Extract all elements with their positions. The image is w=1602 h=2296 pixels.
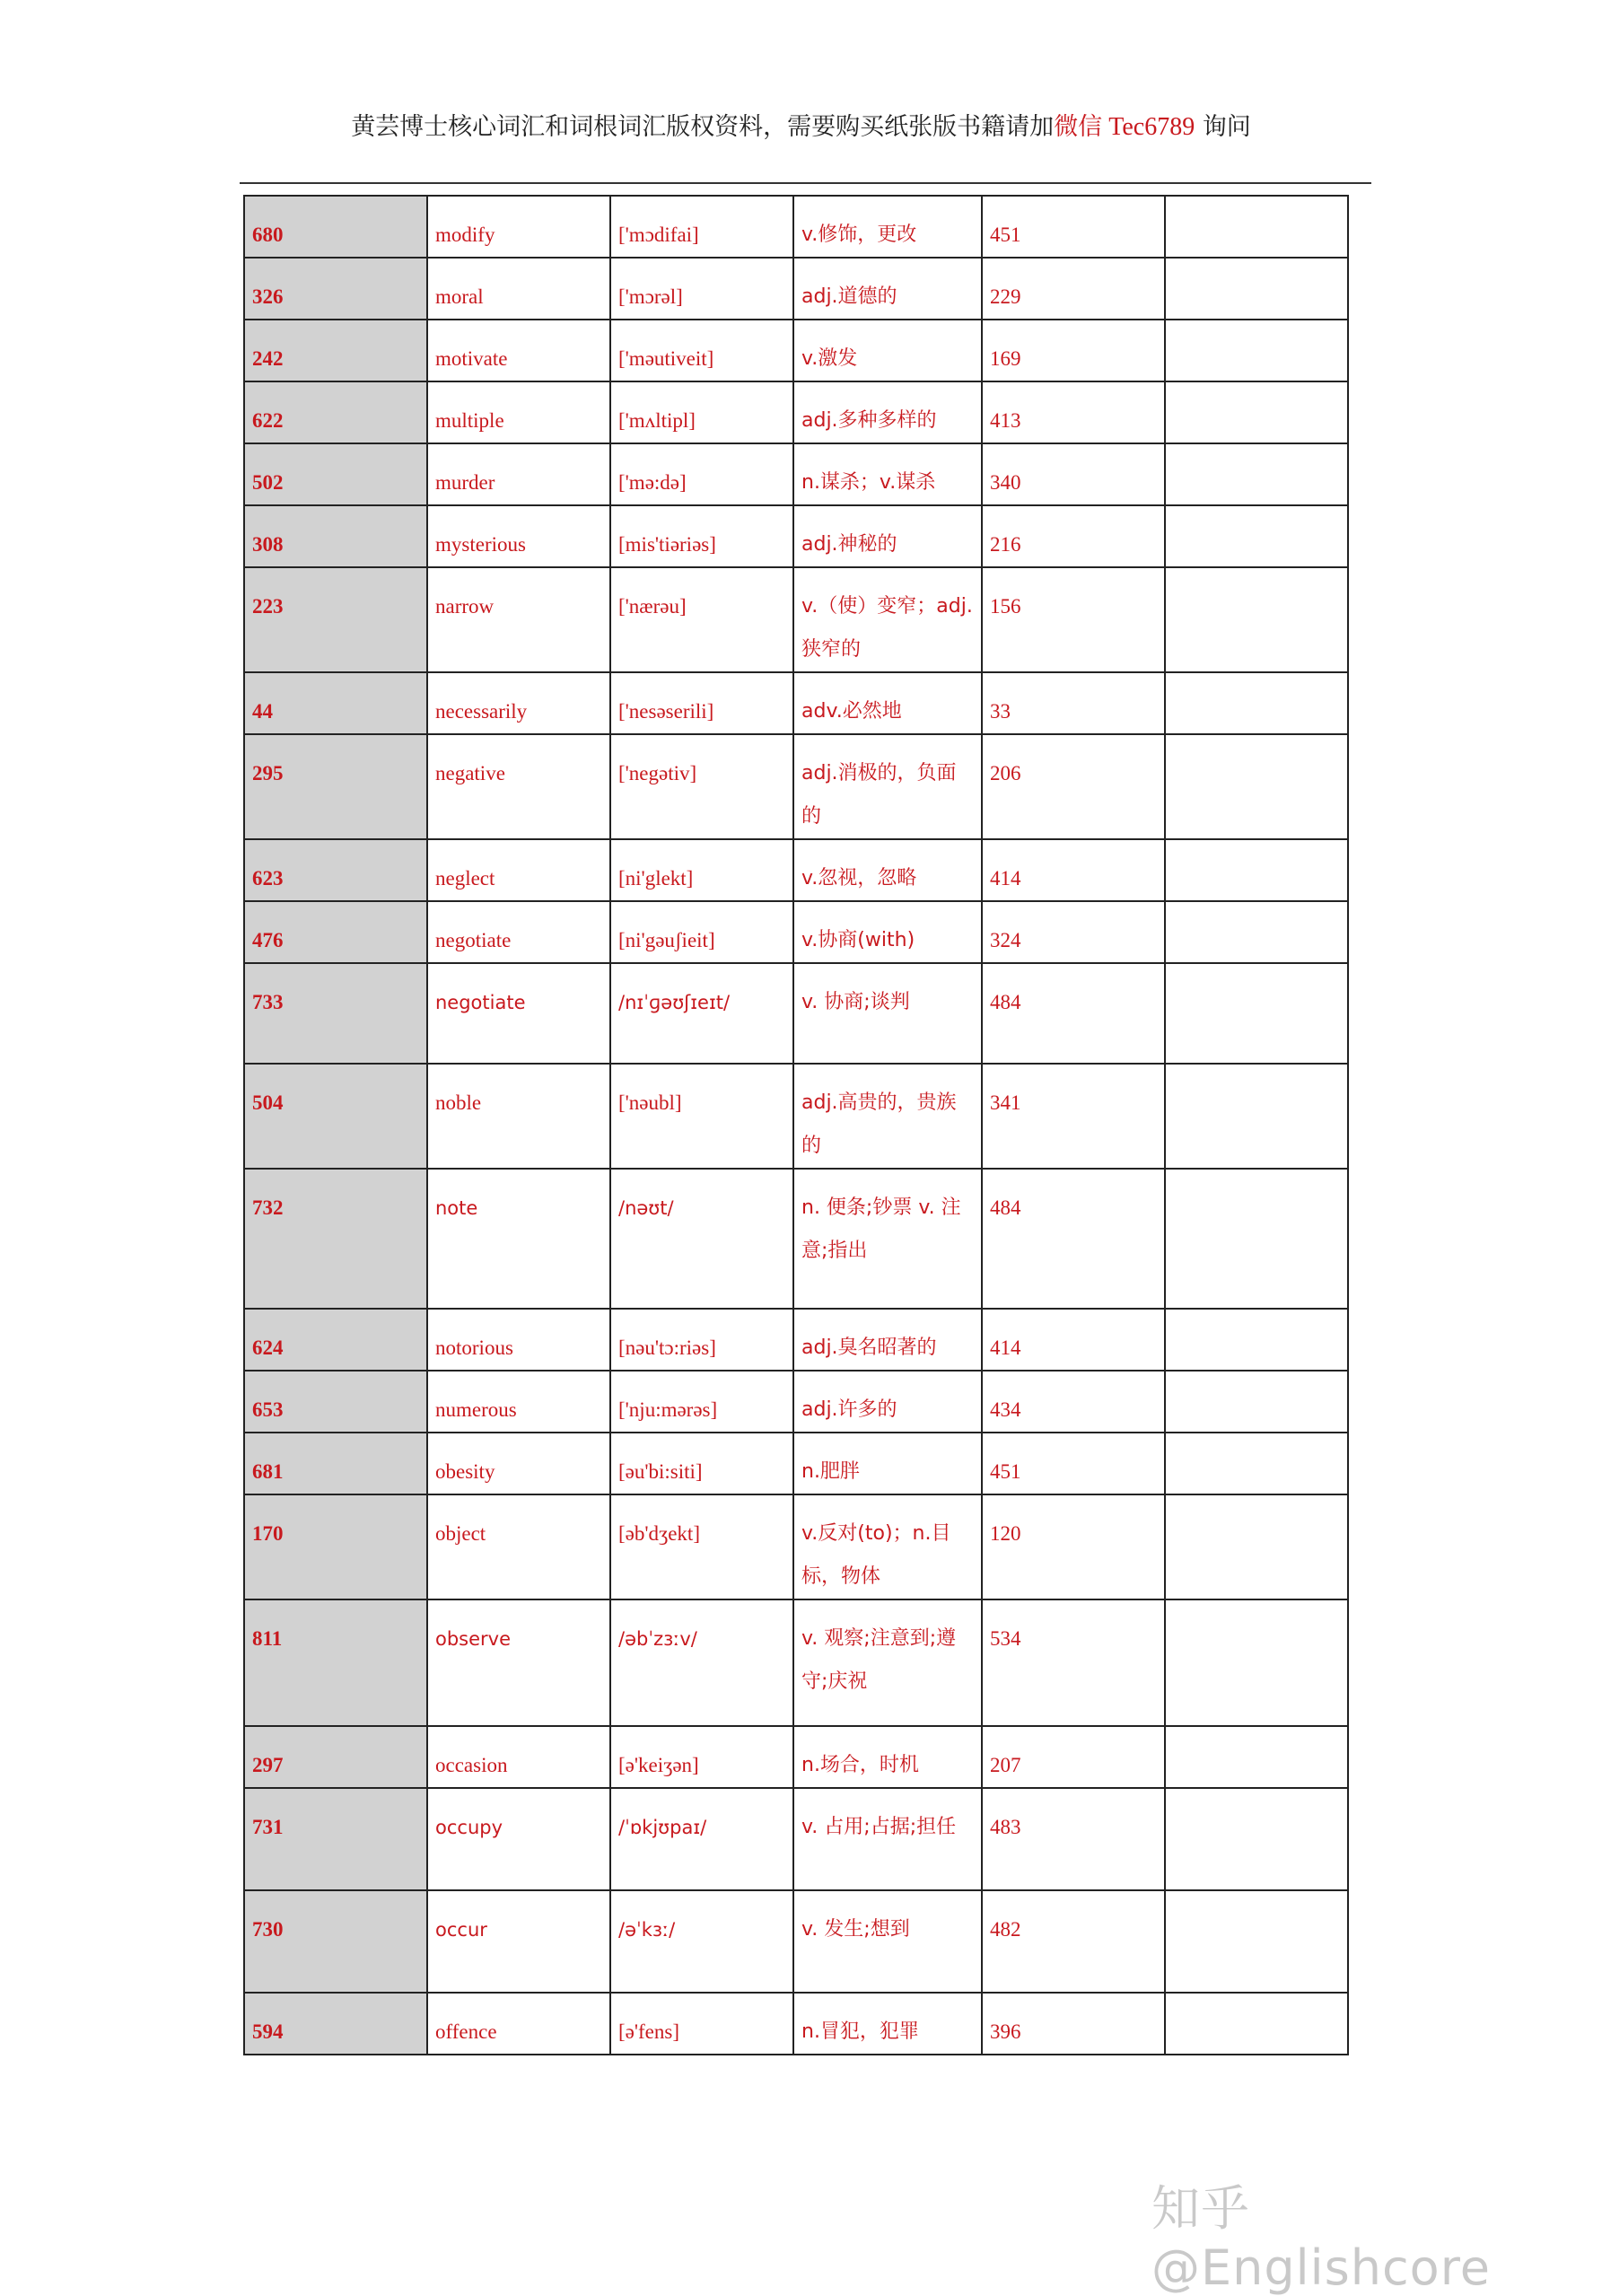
word-cell: occur <box>427 1890 610 1993</box>
meaning-cell: v.协商(with) <box>793 901 982 963</box>
word-cell: object <box>427 1494 610 1599</box>
word-number-cell: 730 <box>244 1890 427 1993</box>
blank-cell <box>1165 505 1348 567</box>
page-number-cell: 451 <box>982 196 1165 258</box>
meaning-cell: adj.高贵的，贵族的 <box>793 1064 982 1169</box>
table-row <box>244 672 1348 734</box>
blank-cell <box>1165 196 1348 258</box>
word-number-cell: 223 <box>244 567 427 672</box>
word-number-cell: 326 <box>244 258 427 320</box>
word-number-cell: 653 <box>244 1371 427 1433</box>
page-number-cell: 414 <box>982 1309 1165 1371</box>
word-cell: negative <box>427 734 610 839</box>
word-number-cell: 622 <box>244 381 427 443</box>
table-row <box>244 1169 1348 1309</box>
page-number-cell: 483 <box>982 1788 1165 1890</box>
page-number-cell: 534 <box>982 1599 1165 1726</box>
phonetic-cell: ['negətiv] <box>610 734 793 839</box>
phonetic-cell: /əbˈzɜːv/ <box>610 1599 793 1726</box>
blank-cell <box>1165 320 1348 381</box>
page-number-cell: 207 <box>982 1726 1165 1788</box>
blank-cell <box>1165 963 1348 1064</box>
blank-cell <box>1165 1890 1348 1993</box>
table-row <box>244 567 1348 672</box>
word-number-cell: 681 <box>244 1433 427 1494</box>
page-number-cell: 324 <box>982 901 1165 963</box>
table-row <box>244 381 1348 443</box>
table-row <box>244 963 1348 1064</box>
meaning-cell: adj.消极的，负面的 <box>793 734 982 839</box>
word-number-cell: 476 <box>244 901 427 963</box>
table-row <box>244 1309 1348 1371</box>
word-number-cell: 624 <box>244 1309 427 1371</box>
table-row <box>244 1726 1348 1788</box>
page-number-cell: 216 <box>982 505 1165 567</box>
phonetic-cell: ['mʌltipl] <box>610 381 793 443</box>
meaning-cell: v.忽视，忽略 <box>793 839 982 901</box>
phonetic-cell: ['nju:mərəs] <box>610 1371 793 1433</box>
phonetic-cell: [ə'fens] <box>610 1993 793 2055</box>
blank-cell <box>1165 839 1348 901</box>
word-number-cell: 504 <box>244 1064 427 1169</box>
phonetic-cell: /nɪˈɡəʊʃɪeɪt/ <box>610 963 793 1064</box>
word-cell: necessarily <box>427 672 610 734</box>
header-highlight-cn: 微信 <box>1054 113 1103 141</box>
table-row <box>244 1599 1348 1726</box>
page-number-cell: 340 <box>982 443 1165 505</box>
phonetic-cell: [ni'gəuʃieit] <box>610 901 793 963</box>
word-number-cell: 242 <box>244 320 427 381</box>
word-number-cell: 732 <box>244 1169 427 1309</box>
word-number-cell: 680 <box>244 196 427 258</box>
table-row <box>244 1371 1348 1433</box>
phonetic-cell: ['məutiveit] <box>610 320 793 381</box>
word-cell: murder <box>427 443 610 505</box>
blank-cell <box>1165 258 1348 320</box>
meaning-cell: n.谋杀；v.谋杀 <box>793 443 982 505</box>
meaning-cell: v. 发生;想到 <box>793 1890 982 1993</box>
blank-cell <box>1165 381 1348 443</box>
table-row <box>244 258 1348 320</box>
word-cell: motivate <box>427 320 610 381</box>
meaning-cell: adj.许多的 <box>793 1371 982 1433</box>
word-cell: occupy <box>427 1788 610 1890</box>
header-suffix: 询问 <box>1195 113 1251 141</box>
blank-cell <box>1165 1599 1348 1726</box>
table-row <box>244 1890 1348 1993</box>
page-number-cell: 451 <box>982 1433 1165 1494</box>
phonetic-cell: ['mɔdifai] <box>610 196 793 258</box>
blank-cell <box>1165 1064 1348 1169</box>
word-cell: note <box>427 1169 610 1309</box>
word-cell: mysterious <box>427 505 610 567</box>
meaning-cell: v. 占用;占据;担任 <box>793 1788 982 1890</box>
table-row <box>244 505 1348 567</box>
word-number-cell: 308 <box>244 505 427 567</box>
meaning-cell: adv.必然地 <box>793 672 982 734</box>
header-divider <box>240 182 1371 184</box>
header-text: 黄芸博士核心词汇和词根词汇版权资料，需要购买纸张版书籍请加 <box>351 113 1055 141</box>
word-cell: neglect <box>427 839 610 901</box>
phonetic-cell: ['nesəserili] <box>610 672 793 734</box>
blank-cell <box>1165 901 1348 963</box>
page-number-cell: 33 <box>982 672 1165 734</box>
page-number-cell: 156 <box>982 567 1165 672</box>
meaning-cell: n.场合，时机 <box>793 1726 982 1788</box>
phonetic-cell: /ˈɒkjʊpaɪ/ <box>610 1788 793 1890</box>
meaning-cell: n.肥胖 <box>793 1433 982 1494</box>
meaning-cell: v.激发 <box>793 320 982 381</box>
phonetic-cell: [ə'keiʒən] <box>610 1726 793 1788</box>
word-cell: obesity <box>427 1433 610 1494</box>
page-number-cell: 169 <box>982 320 1165 381</box>
word-cell: narrow <box>427 567 610 672</box>
table-row <box>244 1433 1348 1494</box>
page-number-cell: 434 <box>982 1371 1165 1433</box>
word-number-cell: 295 <box>244 734 427 839</box>
table-row <box>244 1064 1348 1169</box>
phonetic-cell: ['nəubl] <box>610 1064 793 1169</box>
meaning-cell: adj.神秘的 <box>793 505 982 567</box>
word-number-cell: 733 <box>244 963 427 1064</box>
page-number-cell: 341 <box>982 1064 1165 1169</box>
blank-cell <box>1165 1371 1348 1433</box>
watermark: 知乎 @Englishcore <box>1151 2180 1491 2296</box>
meaning-cell: v. 观察;注意到;遵守;庆祝 <box>793 1599 982 1726</box>
page-number-cell: 396 <box>982 1993 1165 2055</box>
phonetic-cell: ['nærəu] <box>610 567 793 672</box>
page-number-cell: 414 <box>982 839 1165 901</box>
phonetic-cell: /nəʊt/ <box>610 1169 793 1309</box>
word-number-cell: 297 <box>244 1726 427 1788</box>
table-row <box>244 196 1348 258</box>
word-cell: offence <box>427 1993 610 2055</box>
page-number-cell: 206 <box>982 734 1165 839</box>
word-number-cell: 44 <box>244 672 427 734</box>
blank-cell <box>1165 1494 1348 1599</box>
word-cell: modify <box>427 196 610 258</box>
blank-cell <box>1165 1433 1348 1494</box>
word-number-cell: 731 <box>244 1788 427 1890</box>
phonetic-cell: ['mə:də] <box>610 443 793 505</box>
word-cell: multiple <box>427 381 610 443</box>
word-cell: moral <box>427 258 610 320</box>
word-cell: negotiate <box>427 963 610 1064</box>
blank-cell <box>1165 1169 1348 1309</box>
phonetic-cell: /əˈkɜː/ <box>610 1890 793 1993</box>
page-number-cell: 229 <box>982 258 1165 320</box>
phonetic-cell: [mis'tiəriəs] <box>610 505 793 567</box>
word-number-cell: 623 <box>244 839 427 901</box>
word-cell: observe <box>427 1599 610 1726</box>
meaning-cell: v.修饰，更改 <box>793 196 982 258</box>
blank-cell <box>1165 1309 1348 1371</box>
meaning-cell: v.（使）变窄；adj.狭窄的 <box>793 567 982 672</box>
blank-cell <box>1165 1993 1348 2055</box>
word-number-cell: 594 <box>244 1993 427 2055</box>
table-row <box>244 1788 1348 1890</box>
page-number-cell: 484 <box>982 963 1165 1064</box>
blank-cell <box>1165 672 1348 734</box>
header-highlight-en: Tec6789 <box>1102 113 1195 141</box>
meaning-cell: adj.臭名昭著的 <box>793 1309 982 1371</box>
word-number-cell: 502 <box>244 443 427 505</box>
vocabulary-table <box>243 195 1349 2055</box>
meaning-cell: n. 便条;钞票 v. 注意;指出 <box>793 1169 982 1309</box>
blank-cell <box>1165 567 1348 672</box>
table-row <box>244 901 1348 963</box>
blank-cell <box>1165 443 1348 505</box>
meaning-cell: n.冒犯，犯罪 <box>793 1993 982 2055</box>
word-number-cell: 170 <box>244 1494 427 1599</box>
word-cell: notorious <box>427 1309 610 1371</box>
blank-cell <box>1165 734 1348 839</box>
phonetic-cell: [əu'bi:siti] <box>610 1433 793 1494</box>
word-cell: noble <box>427 1064 610 1169</box>
meaning-cell: adj.道德的 <box>793 258 982 320</box>
blank-cell <box>1165 1788 1348 1890</box>
blank-cell <box>1165 1726 1348 1788</box>
word-number-cell: 811 <box>244 1599 427 1726</box>
table-row <box>244 1494 1348 1599</box>
meaning-cell: v. 协商;谈判 <box>793 963 982 1064</box>
vocabulary-table-body <box>244 196 1348 2055</box>
table-row <box>244 839 1348 901</box>
phonetic-cell: [nəu'tɔ:riəs] <box>610 1309 793 1371</box>
page-number-cell: 482 <box>982 1890 1165 1993</box>
table-row <box>244 1993 1348 2055</box>
phonetic-cell: ['mɔrəl] <box>610 258 793 320</box>
meaning-cell: v.反对(to)；n.目标，物体 <box>793 1494 982 1599</box>
phonetic-cell: [ni'glekt] <box>610 839 793 901</box>
page-number-cell: 413 <box>982 381 1165 443</box>
word-cell: occasion <box>427 1726 610 1788</box>
page-header <box>0 110 1602 145</box>
phonetic-cell: [əb'dʒekt] <box>610 1494 793 1599</box>
table-row <box>244 320 1348 381</box>
table-row <box>244 734 1348 839</box>
word-cell: negotiate <box>427 901 610 963</box>
meaning-cell: adj.多种多样的 <box>793 381 982 443</box>
page-number-cell: 120 <box>982 1494 1165 1599</box>
page-number-cell: 484 <box>982 1169 1165 1309</box>
word-cell: numerous <box>427 1371 610 1433</box>
table-row <box>244 443 1348 505</box>
